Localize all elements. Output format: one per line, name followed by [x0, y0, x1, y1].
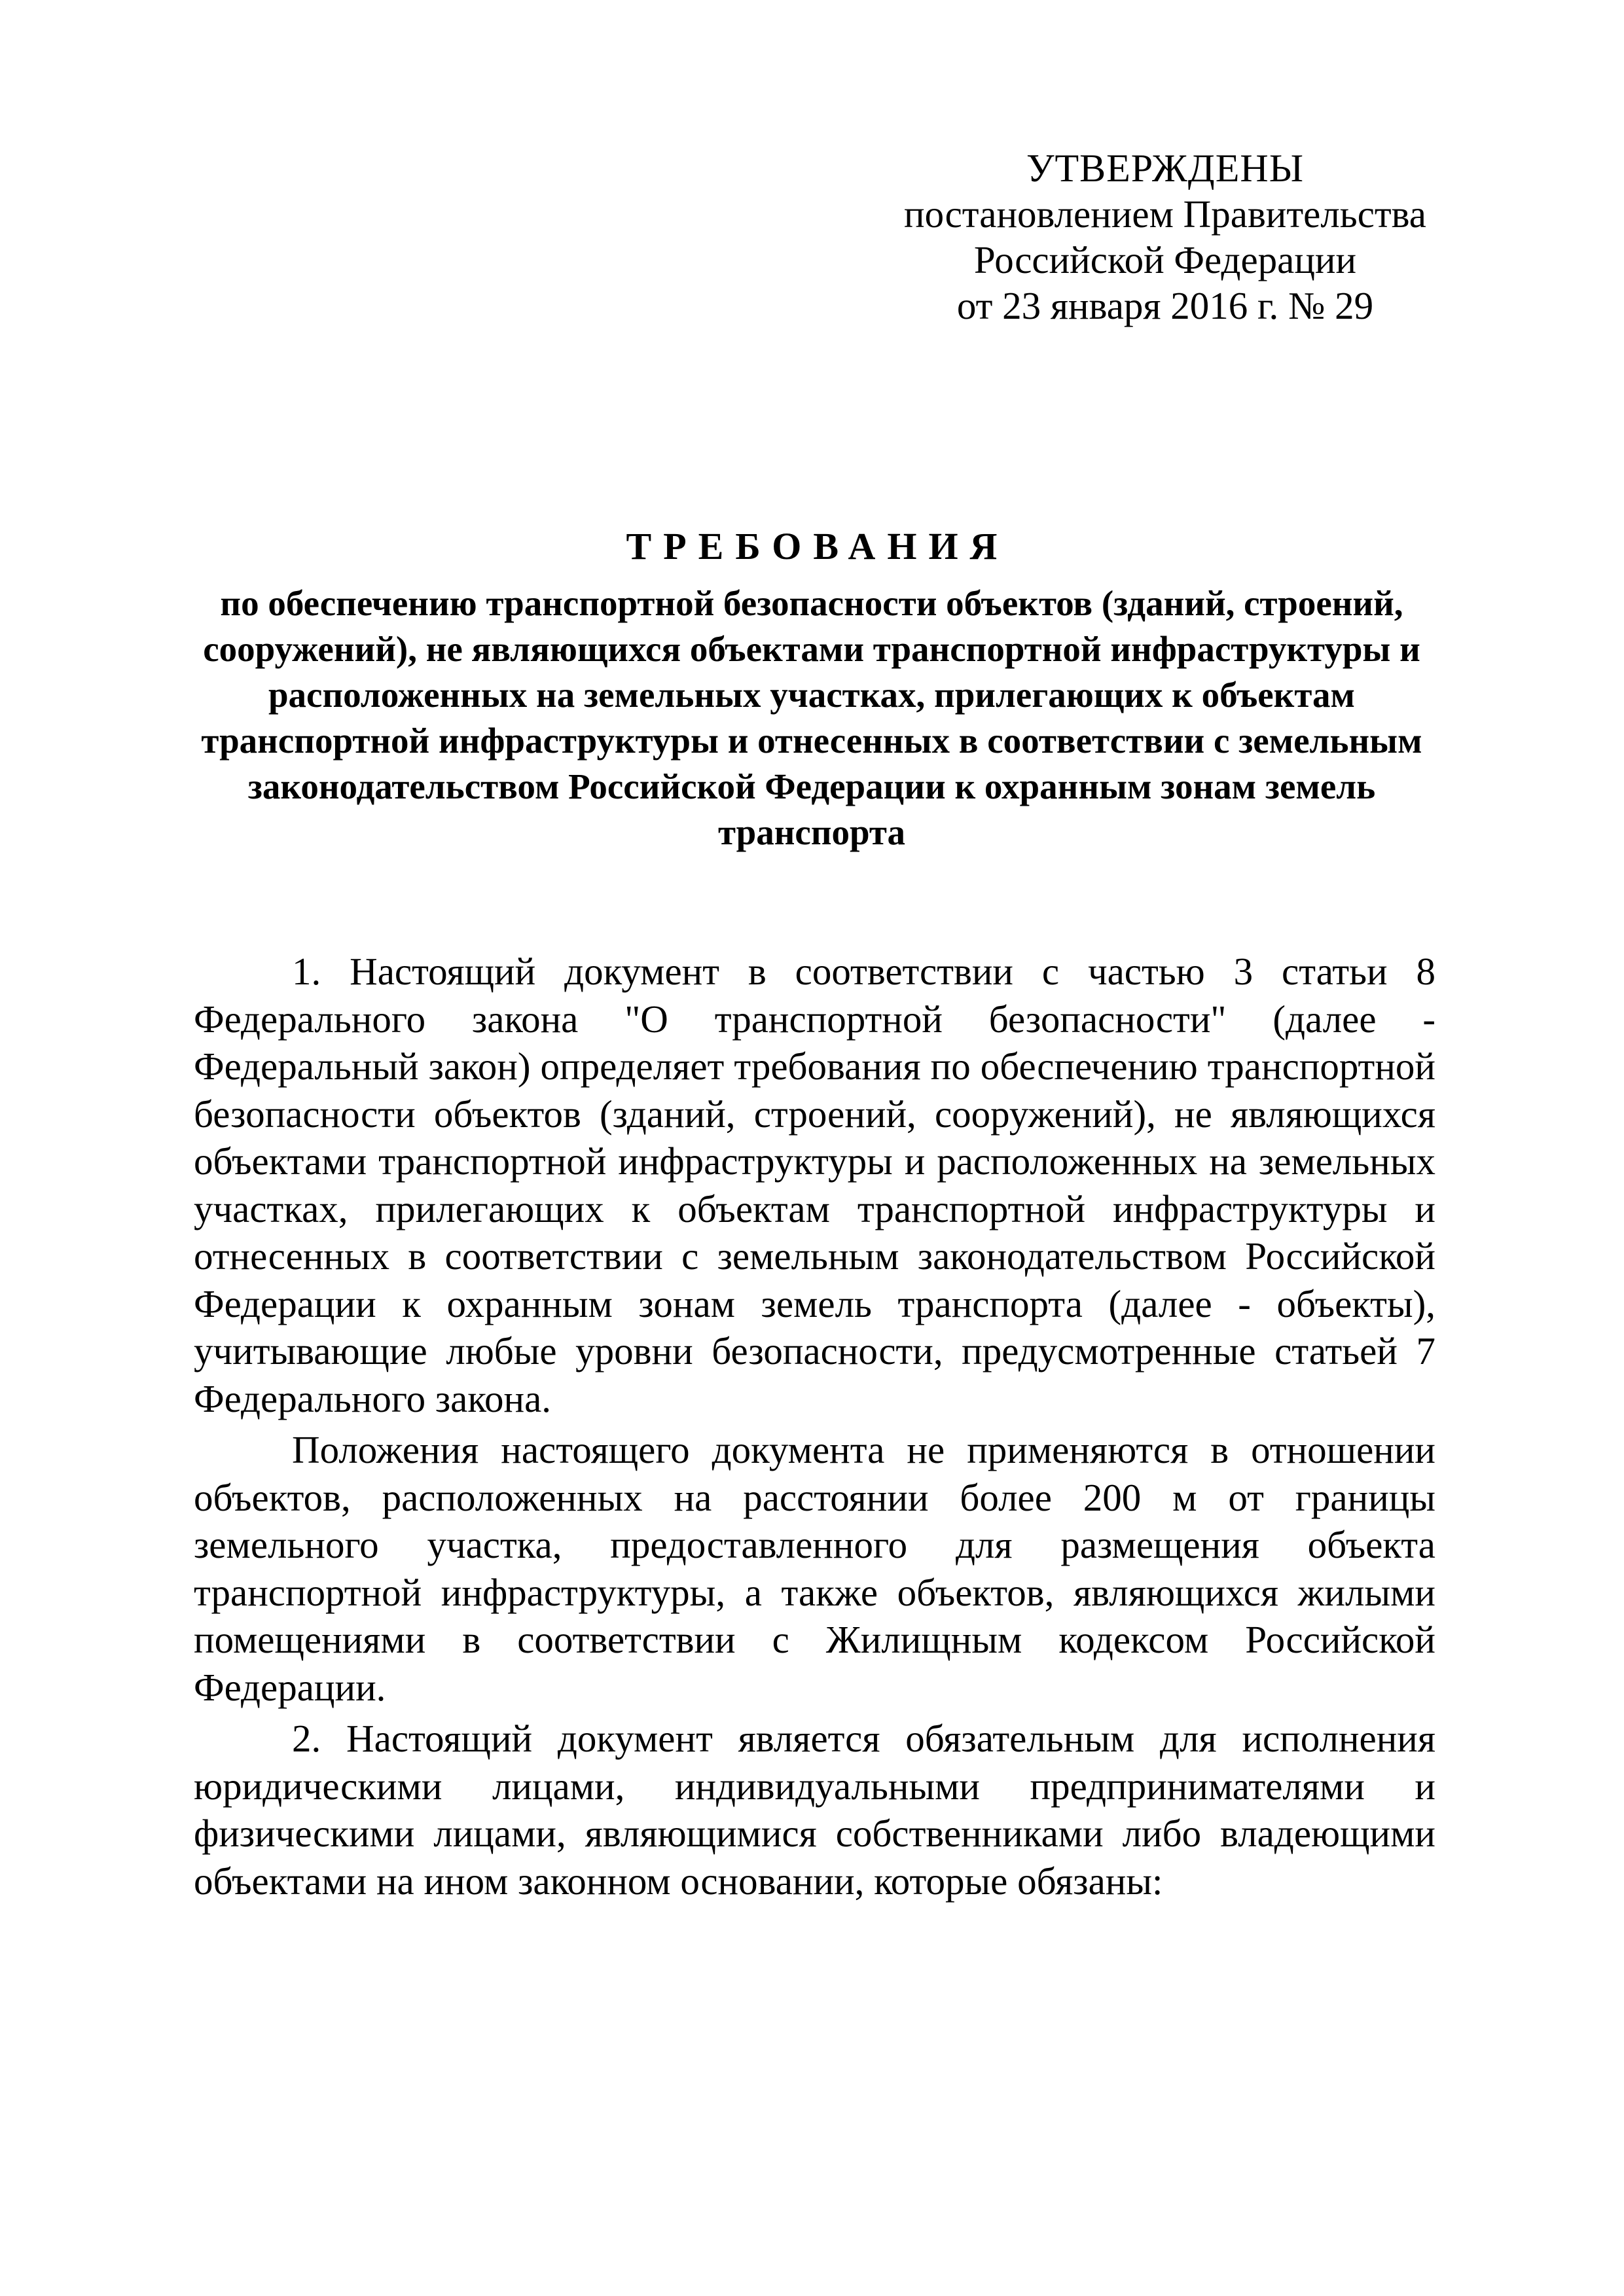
document-body [194, 948, 1435, 1909]
approval-line-3: от 23 января 2016 г. № 29 [956, 284, 1374, 327]
approval-block [897, 145, 1434, 329]
approval-line-2: Российской Федерации [973, 238, 1357, 281]
document-title: ТРЕБОВАНИЯ [626, 525, 1009, 567]
paragraph-3: 2. Настоящий документ является обязательным для исполнения юридическими лицами, индивидуальными предпринимателями и физическими лицами, являющимися собственниками либо владеющими объектами на ином законном основании, которые обязаны: [194, 1717, 1435, 1903]
document-title-block [190, 520, 1434, 855]
paragraph-2: Положения настоящего документа не применяются в отношении объектов, расположенных на расстоянии более 200 м от границы земельного участка, предоставленного для размещения объекта транспортной инфраструктуры, а также объектов, являющихся жилыми помещениями в соответствии с Жилищным кодексом Российской Федерации. [194, 1428, 1435, 1709]
document-subtitle: по обеспечению транспортной безопасности объектов (зданий, строений, сооружений), не являющихся объектами транспортной инфраструктуры и расположенных на земельных участках, прилегающих к объектам транспортной инфраструктуры и отнесенных в соответствии с земельным законодательством Российской Федерации к охранным зонам земель транспорта [201, 583, 1422, 852]
paragraph-1: 1. Настоящий документ в соответствии с частью 3 статьи 8 Федерального закона "О транспортной безопасности" (далее - Федеральный закон) определяет требования по обеспечению транспортной безопасности объектов (зданий, строений, сооружений), не являющихся объектами транспортной инфраструктуры и расположенных на земельных участках, прилегающих к объектам транспортной инфраструктуры и отнесенных в соответствии с земельным законодательством Российской Федерации к охранным зонам земель транспорта (далее - объекты), учитывающие любые уровни безопасности, предусмотренные статьей 7 Федерального закона. [194, 950, 1435, 1420]
approval-heading: УТВЕРЖДЕНЫ [1026, 147, 1305, 190]
approval-line-1: постановлением Правительства [904, 192, 1426, 236]
